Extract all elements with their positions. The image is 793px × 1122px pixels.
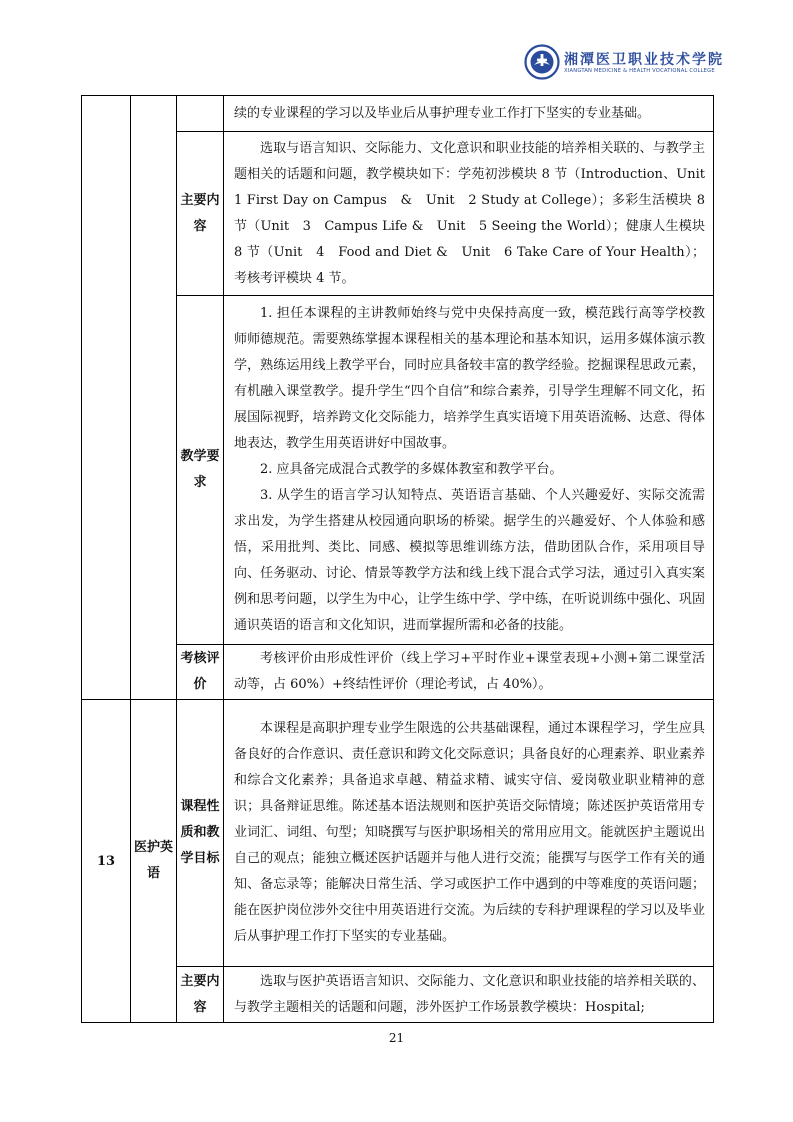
evaluation-label: 考核评价	[177, 645, 224, 700]
table-row	[82, 967, 714, 1023]
goal-cell	[224, 700, 714, 967]
college-name-en: XIANGTAN MEDICINE & HEALTH VOCATIONAL COLLEGE	[564, 68, 715, 74]
table-row	[82, 132, 714, 296]
goal-continued-cell	[224, 96, 714, 132]
table-row	[82, 296, 714, 645]
content-cell	[224, 967, 714, 1023]
goal-text: 本课程是高职护理专业学生限选的公共基础课程，通过本课程学习，学生应具备良好的合作意识、责任意识和跨文化交际意识；具备良好的心理素养、职业素养和综合文化素养；具备追求卓越、精益求精、诚实守信、爱岗敬业职业精神的意识；具备辩证思维。陈述基本语法规则和医护英语交际情境；陈述医护英语常用专业词汇、词组、句型；知晓撰写与医护职场相关的常用应用文。能就医护主题说出自己的观点；能独立概述医护话题并与他人进行交流；能撰写与医学工作有关的通知、备忘录等；能解决日常生活、学习或医护工作中遇到的中等难度的英语问题；能在医护岗位涉外交往中用英语进行交流。为后续的专科护理课程的学习以及毕业后从事护理工作打下坚实的专业基础。	[234, 721, 705, 944]
course-number-cell	[82, 96, 131, 700]
content-text: 选取与医护英语语言知识、交际能力、文化意识和职业技能的培养相关联的、与教学主题相关的话题和问题，涉外医护工作场景教学模块：Hospital;	[234, 973, 705, 1015]
page-number: 21	[388, 1031, 405, 1045]
requirement-cell	[224, 296, 714, 645]
requirement-item-1: 1. 担任本课程的主讲教师始终与党中央保持高度一致，模范践行高等学校教师师德规范。需要熟练掌握本课程相关的基本理论和基本知识，运用多媒体演示教学，熟练运用线上教学平台，同时应具备较丰富的教学经验。挖掘课程思政元素，有机融入课堂教学。提升学生“四个自信”和综合素养，引导学生理解不同文化，拓展国际视野，培养跨文化交际能力，培养学生真实语境下用英语流畅、达意、得体地表达，教学生用英语讲好中国故事。	[234, 306, 705, 451]
requirement-item-3: 3. 从学生的语言学习认知特点、英语语言基础、个人兴趣爱好、实际交流需求出发，为学生搭建从校园通向职场的桥梁。据学生的兴趣爱好、个人体验和感悟，采用批判、类比、同感、模拟等思维训练方法，借助团队合作，采用项目导向、任务驱动、讨论、情景等教学方法和线上线下混合式学习法，通过引入真实案例和思考问题，以学生为中心，让学生练中学、学中练，在听说训练中强化、巩固通识英语的语言和文化知识，进而掌握所需和必备的技能。	[234, 488, 705, 633]
table-row	[82, 96, 714, 132]
course-table	[81, 95, 719, 1023]
course-name: 医护英语	[131, 700, 177, 1023]
requirement-item-2: 2. 应具备完成混合式教学的多媒体教室和教学平台。	[260, 462, 563, 477]
content-label: 主要内容	[177, 967, 224, 1023]
content-label: 主要内容	[177, 132, 224, 296]
table-row	[82, 700, 714, 967]
evaluation-cell	[224, 645, 714, 700]
college-emblem-icon	[524, 44, 560, 80]
course-number: 13	[82, 700, 131, 1023]
label-cell	[177, 96, 224, 132]
goal-label: 课程性质和教学目标	[177, 700, 224, 967]
requirement-label: 教学要求	[177, 296, 224, 645]
goal-continued-text: 续的专业课程的学习以及毕业后从事护理专业工作打下坚实的专业基础。	[234, 105, 651, 121]
course-name-cell	[131, 96, 177, 700]
evaluation-text: 考核评价由形成性评价（线上学习+平时作业+课堂表现+小测+第二课堂活动等，占 60%）+终结性评价（理论考试，占 40%）。	[234, 651, 705, 692]
table-row	[82, 645, 714, 700]
content-cell	[224, 132, 719, 296]
college-logo	[524, 44, 746, 80]
college-name-cn: 湘潭医卫职业技术学院	[564, 52, 724, 68]
content-text: 选取与语言知识、交际能力、文化意识和职业技能的培养相关联的、与教学主题相关的话题和问题，教学模块如下：学苑初涉模块 8 节（Introduction、Unit 1 First Day on Campus & Unit 2 Study at College）；多彩生活模块 8 节（Unit 3 Campus Life & Unit 5 Seeing the World）；健康人生模块 8 节（Unit 4 Food and Diet & Unit 6 Take Care of Your Health）；考核考评模块 4 节。	[234, 140, 719, 286]
